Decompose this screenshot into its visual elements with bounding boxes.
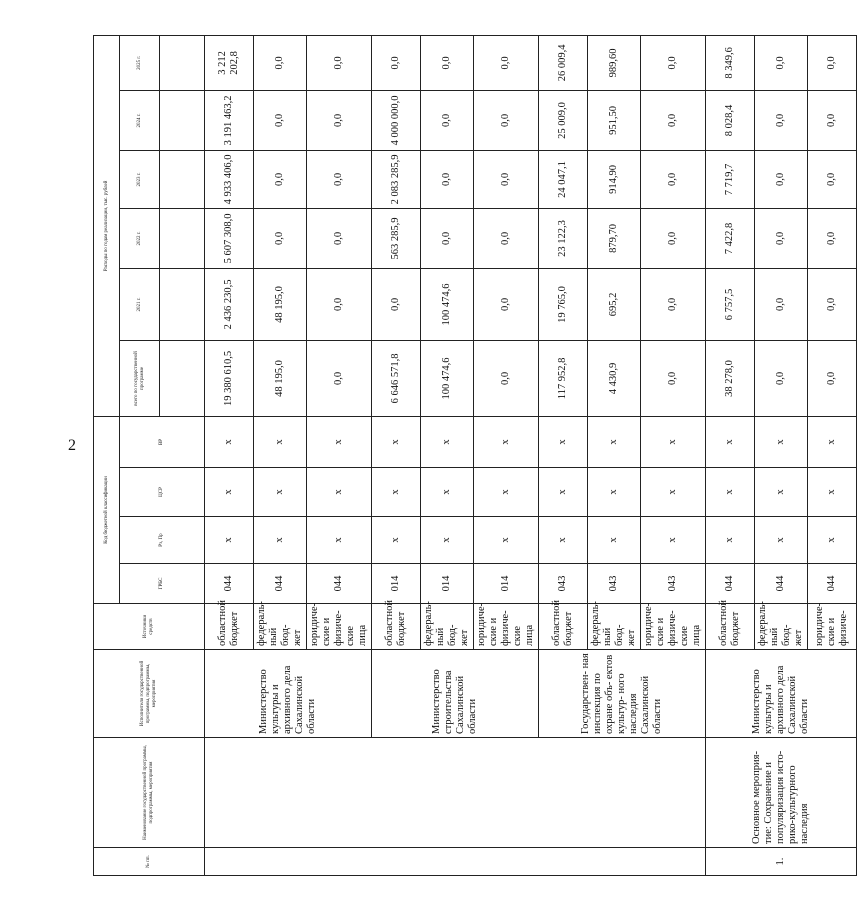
cell-2022: 5 607 308,0: [205, 208, 254, 268]
cell-total: 117 952,8: [539, 340, 588, 416]
rotated-table-wrapper: [93, 36, 849, 876]
cell-total: 6 646 571,8: [372, 340, 421, 416]
header-year-2021: 2021 г.: [120, 268, 160, 340]
cell-vr: х: [808, 416, 857, 467]
cell-rzpr: х: [254, 517, 307, 564]
cell-2023: 24 047,1: [539, 150, 588, 208]
header-executor: Исполнители государственной программы, подпрограммы, мероприятия: [94, 650, 205, 738]
cell-rzpr: х: [474, 517, 539, 564]
executor: Министерство культуры и архивного дела Сахалинской области: [205, 650, 372, 738]
funding-source: областной бюджет: [372, 604, 421, 650]
cell-2025: 0,0: [254, 35, 307, 90]
cell-grbs: 043: [588, 564, 641, 604]
cell-csr: х: [641, 468, 706, 517]
cell-csr: х: [588, 468, 641, 517]
cell-2022: 23 122,3: [539, 208, 588, 268]
cell-grbs: 044: [307, 564, 372, 604]
cell-vr: х: [588, 416, 641, 467]
header-year-2024: 2024 г.: [120, 90, 160, 150]
executor: Государствен- ная инспекция по охране объ- ектов культур- ного наследия Сахалинской области: [539, 650, 706, 738]
cell-2023: 0,0: [808, 150, 857, 208]
cell-csr: х: [254, 468, 307, 517]
cell-2024: 8 028,4: [706, 90, 755, 150]
cell-2021: 0,0: [307, 268, 372, 340]
cell-2025: 0,0: [372, 35, 421, 90]
cell-2022: 7 422,8: [706, 208, 755, 268]
cell-2021: 0,0: [755, 268, 808, 340]
funding-source: областной бюджет: [205, 604, 254, 650]
cell-2025: 8 349,6: [706, 35, 755, 90]
cell-rzpr: х: [421, 517, 474, 564]
cell-rzpr: х: [588, 517, 641, 564]
cell-2022: 0,0: [254, 208, 307, 268]
cell-rzpr: х: [539, 517, 588, 564]
header-grbs: ГРБС: [120, 564, 205, 604]
cell-2024: 0,0: [421, 90, 474, 150]
cell-2022: 0,0: [808, 208, 857, 268]
header-expenses: Расходы по годам реализации, тыс. рублей: [94, 35, 120, 416]
cell-grbs: 043: [539, 564, 588, 604]
header-year-2022: 2022 г.: [120, 208, 160, 268]
cell-vr: х: [254, 416, 307, 467]
cell-csr: х: [421, 468, 474, 517]
cell-rzpr: х: [372, 517, 421, 564]
header-spacer: [160, 268, 205, 340]
cell-grbs: 014: [421, 564, 474, 604]
cell-2024: 4 000 000,0: [372, 90, 421, 150]
cell-total: 38 278,0: [706, 340, 755, 416]
table-row: [205, 35, 254, 875]
cell-grbs: 043: [641, 564, 706, 604]
funding-source: областной бюджет: [706, 604, 755, 650]
cell-2022: 0,0: [421, 208, 474, 268]
header-year-2023: 2023 г.: [120, 150, 160, 208]
cell-2023: 4 933 406,0: [205, 150, 254, 208]
header-year-2025: 2025 г.: [120, 35, 160, 90]
cell-2021: 695,2: [588, 268, 641, 340]
header-spacer: [160, 150, 205, 208]
header-vr: ВР: [120, 416, 205, 467]
row-index: 1.: [706, 848, 857, 876]
cell-rzpr: х: [706, 517, 755, 564]
cell-vr: х: [372, 416, 421, 467]
funding-source: юридиче- ские и физиче- ские лица: [307, 604, 372, 650]
cell-total: 100 474,6: [421, 340, 474, 416]
cell-2025: 26 009,4: [539, 35, 588, 90]
header-spacer: [160, 340, 205, 416]
cell-vr: х: [706, 416, 755, 467]
cell-vr: х: [205, 416, 254, 467]
measure-name: Основное мероприя- тие: Сохранение и популяризация исто- рико-культурного наследия: [706, 738, 857, 848]
cell-2024: 951,50: [588, 90, 641, 150]
cell-2023: 0,0: [641, 150, 706, 208]
cell-2024: 0,0: [254, 90, 307, 150]
page-number: 2: [68, 437, 76, 454]
cell-2024: 3 191 463,2: [205, 90, 254, 150]
cell-vr: х: [307, 416, 372, 467]
cell-2022: 879,70: [588, 208, 641, 268]
cell-2022: 0,0: [307, 208, 372, 268]
executor: Министерство строительства Сахалинской области: [372, 650, 539, 738]
cell-2021: 6 757,5: [706, 268, 755, 340]
funding-source: юридиче- ские и физиче-: [808, 604, 857, 650]
funding-source: юридиче- ские и физиче- ские лица: [641, 604, 706, 650]
cell-total: 0,0: [755, 340, 808, 416]
cell-2024: 0,0: [641, 90, 706, 150]
header-csr: ЦСР: [120, 468, 205, 517]
cell-2022: 0,0: [641, 208, 706, 268]
cell-rzpr: х: [641, 517, 706, 564]
executor: Министерство культуры и архивного дела Сахалинской области: [706, 650, 857, 738]
cell-2021: 48 195,0: [254, 268, 307, 340]
cell-vr: х: [421, 416, 474, 467]
cell-rzpr: х: [755, 517, 808, 564]
cell-2023: 7 719,7: [706, 150, 755, 208]
cell-2023: 0,0: [755, 150, 808, 208]
cell-grbs: 044: [808, 564, 857, 604]
funding-source: областной бюджет: [539, 604, 588, 650]
header-rzpr: Рз, Пр: [120, 517, 205, 564]
cell-total: 4 430,9: [588, 340, 641, 416]
cell-csr: х: [307, 468, 372, 517]
cell-2021: 0,0: [808, 268, 857, 340]
measure-name: [205, 738, 706, 848]
cell-2023: 2 083 285,9: [372, 150, 421, 208]
funding-source: федераль- ный бюд- жет: [755, 604, 808, 650]
cell-csr: х: [755, 468, 808, 517]
cell-2021: 0,0: [641, 268, 706, 340]
cell-vr: х: [641, 416, 706, 467]
cell-2024: 0,0: [307, 90, 372, 150]
cell-grbs: 044: [254, 564, 307, 604]
header-total: всего по государственной программе: [120, 340, 160, 416]
cell-2021: 0,0: [372, 268, 421, 340]
cell-total: 19 380 610,5: [205, 340, 254, 416]
cell-grbs: 044: [755, 564, 808, 604]
cell-2024: 0,0: [808, 90, 857, 150]
cell-2025: 3 212 202,8: [205, 35, 254, 90]
cell-total: 48 195,0: [254, 340, 307, 416]
header-name: Наименование государственной программы, подпрограммы, мероприятия: [94, 738, 205, 848]
cell-2025: 0,0: [421, 35, 474, 90]
cell-2023: 0,0: [421, 150, 474, 208]
cell-vr: х: [474, 416, 539, 467]
header-index: № пп.: [94, 848, 205, 876]
header-source: Источники средств: [94, 604, 205, 650]
cell-2023: 0,0: [254, 150, 307, 208]
cell-2023: 0,0: [474, 150, 539, 208]
cell-2024: 0,0: [755, 90, 808, 150]
cell-vr: х: [755, 416, 808, 467]
cell-rzpr: х: [307, 517, 372, 564]
cell-2023: 914,90: [588, 150, 641, 208]
header-spacer: [160, 208, 205, 268]
cell-rzpr: х: [808, 517, 857, 564]
cell-grbs: 044: [205, 564, 254, 604]
cell-2021: 19 765,0: [539, 268, 588, 340]
cell-2025: 0,0: [307, 35, 372, 90]
cell-grbs: 014: [372, 564, 421, 604]
cell-2022: 0,0: [474, 208, 539, 268]
cell-2021: 2 436 230,5: [205, 268, 254, 340]
funding-source: юридиче- ские и физиче- ские лица: [474, 604, 539, 650]
cell-csr: х: [808, 468, 857, 517]
cell-total: 0,0: [474, 340, 539, 416]
cell-grbs: 014: [474, 564, 539, 604]
cell-csr: х: [539, 468, 588, 517]
cell-2022: 0,0: [755, 208, 808, 268]
cell-2025: 989,60: [588, 35, 641, 90]
cell-total: 0,0: [808, 340, 857, 416]
cell-total: 0,0: [641, 340, 706, 416]
cell-2025: 0,0: [474, 35, 539, 90]
cell-2021: 0,0: [474, 268, 539, 340]
cell-csr: х: [205, 468, 254, 517]
cell-2021: 100 474,6: [421, 268, 474, 340]
cell-2024: 25 009,0: [539, 90, 588, 150]
cell-2025: 0,0: [641, 35, 706, 90]
cell-2025: 0,0: [808, 35, 857, 90]
cell-csr: х: [706, 468, 755, 517]
header-spacer: [160, 90, 205, 150]
cell-2025: 0,0: [755, 35, 808, 90]
header-budget-classification: Код бюджетной классификации: [94, 416, 120, 603]
row-index: [205, 848, 706, 876]
funding-source: федераль- ный бюд- жет: [421, 604, 474, 650]
cell-csr: х: [372, 468, 421, 517]
cell-2023: 0,0: [307, 150, 372, 208]
funding-source: федераль- ный бюд- жет: [588, 604, 641, 650]
cell-2024: 0,0: [474, 90, 539, 150]
cell-2022: 563 285,9: [372, 208, 421, 268]
cell-rzpr: х: [205, 517, 254, 564]
cell-grbs: 044: [706, 564, 755, 604]
cell-total: 0,0: [307, 340, 372, 416]
table-row: [706, 35, 755, 875]
cell-csr: х: [474, 468, 539, 517]
funding-source: федераль- ный бюд- жет: [254, 604, 307, 650]
header-spacer: [160, 35, 205, 90]
cell-vr: х: [539, 416, 588, 467]
budget-table: [93, 35, 857, 876]
